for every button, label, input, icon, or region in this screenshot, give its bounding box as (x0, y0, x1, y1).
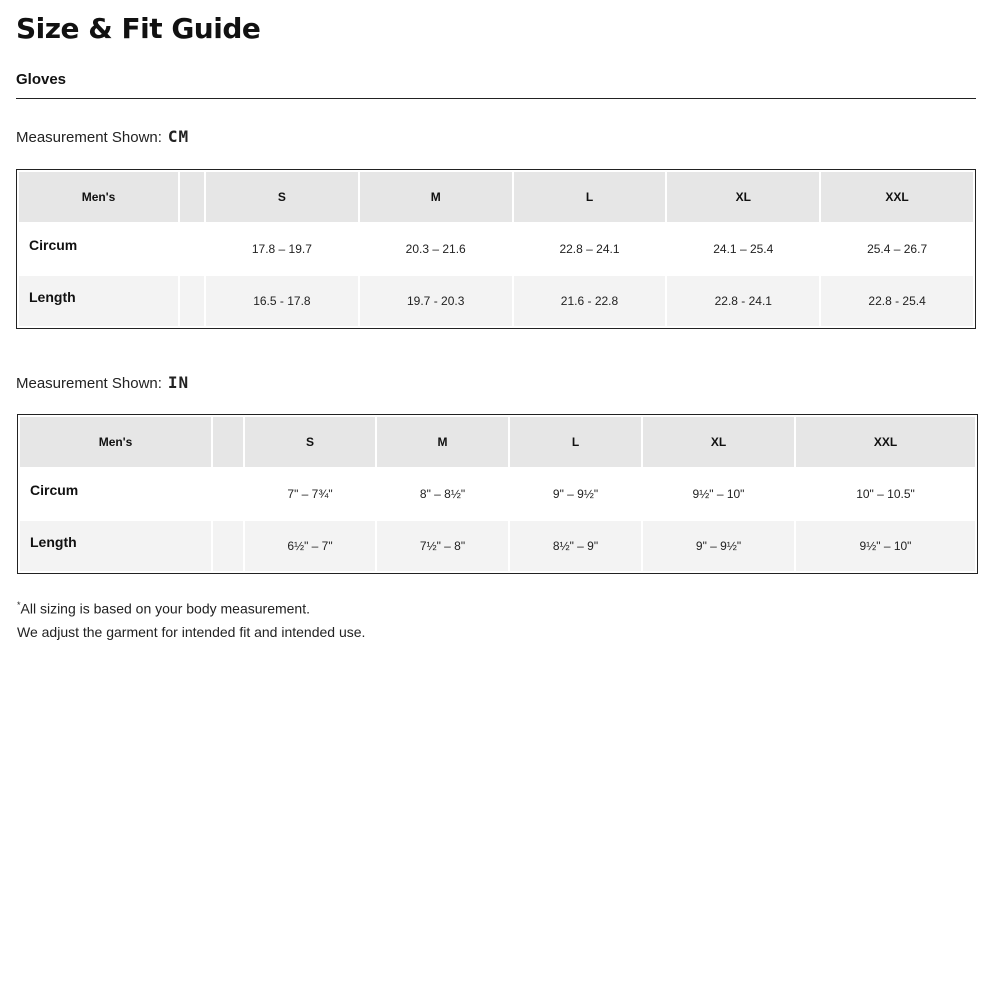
category-title: Gloves (16, 71, 67, 88)
table-cell: 10" – 10.5" (796, 469, 975, 519)
footnote-line-2: We adjust the garment for intended fit and intended use. (17, 623, 366, 640)
table-cell: 7" – 7¾" (245, 469, 375, 519)
table-cell: 17.8 – 19.7 (206, 224, 358, 274)
spacer-cell (180, 276, 204, 326)
table-cell: 9" – 9½" (643, 521, 794, 571)
header-mens: Men's (19, 172, 178, 222)
cm-size-table (16, 169, 976, 329)
table-row (19, 276, 973, 326)
table-cell: 22.8 - 25.4 (821, 276, 973, 326)
table-cell: 7½" – 8" (377, 521, 508, 571)
header-size-l: L (510, 417, 641, 467)
cm-unit-label (16, 127, 189, 146)
divider (16, 98, 976, 99)
spacer-cell (213, 521, 243, 571)
table-header-row (19, 172, 973, 222)
table-cell: 24.1 – 25.4 (667, 224, 819, 274)
spacer-cell (180, 224, 204, 274)
header-size-xxl: XXL (821, 172, 973, 222)
table-row (19, 224, 973, 274)
header-spacer (180, 172, 204, 222)
page-title: Size & Fit Guide (16, 12, 261, 45)
header-size-l: L (514, 172, 666, 222)
table-cell: 16.5 - 17.8 (206, 276, 358, 326)
table-cell: 22.8 – 24.1 (514, 224, 666, 274)
header-size-xl: XL (643, 417, 794, 467)
row-label-length: Length (20, 521, 211, 571)
table-cell: 21.6 - 22.8 (514, 276, 666, 326)
measurement-shown-label: Measurement Shown: (16, 129, 162, 146)
table-cell: 25.4 – 26.7 (821, 224, 973, 274)
header-size-m: M (360, 172, 512, 222)
footnote-marker: * (17, 600, 21, 610)
row-label-circum: Circum (20, 469, 211, 519)
table-cell: 9½" – 10" (796, 521, 975, 571)
table-cell: 19.7 - 20.3 (360, 276, 512, 326)
unit-in: IN (167, 373, 190, 392)
table-cell: 20.3 – 21.6 (360, 224, 512, 274)
header-size-xxl: XXL (796, 417, 975, 467)
footnote-line-1: *All sizing is based on your body measurement. (17, 600, 310, 617)
row-label-length: Length (19, 276, 178, 326)
table-cell: 22.8 - 24.1 (667, 276, 819, 326)
header-size-xl: XL (667, 172, 819, 222)
header-size-s: S (245, 417, 375, 467)
in-size-table (17, 414, 978, 574)
table-row (20, 469, 975, 519)
measurement-shown-label: Measurement Shown: (16, 375, 162, 392)
table-row (20, 521, 975, 571)
header-mens: Men's (20, 417, 211, 467)
table-header-row (20, 417, 975, 467)
spacer-cell (213, 469, 243, 519)
header-size-m: M (377, 417, 508, 467)
table-cell: 6½" – 7" (245, 521, 375, 571)
in-unit-label (16, 373, 189, 392)
header-spacer (213, 417, 243, 467)
unit-cm: CM (167, 127, 190, 146)
row-label-circum: Circum (19, 224, 178, 274)
table-cell: 9½" – 10" (643, 469, 794, 519)
table-cell: 8½" – 9" (510, 521, 641, 571)
table-cell: 8" – 8½" (377, 469, 508, 519)
table-cell: 9" – 9½" (510, 469, 641, 519)
header-size-s: S (206, 172, 358, 222)
footnote (17, 594, 365, 644)
